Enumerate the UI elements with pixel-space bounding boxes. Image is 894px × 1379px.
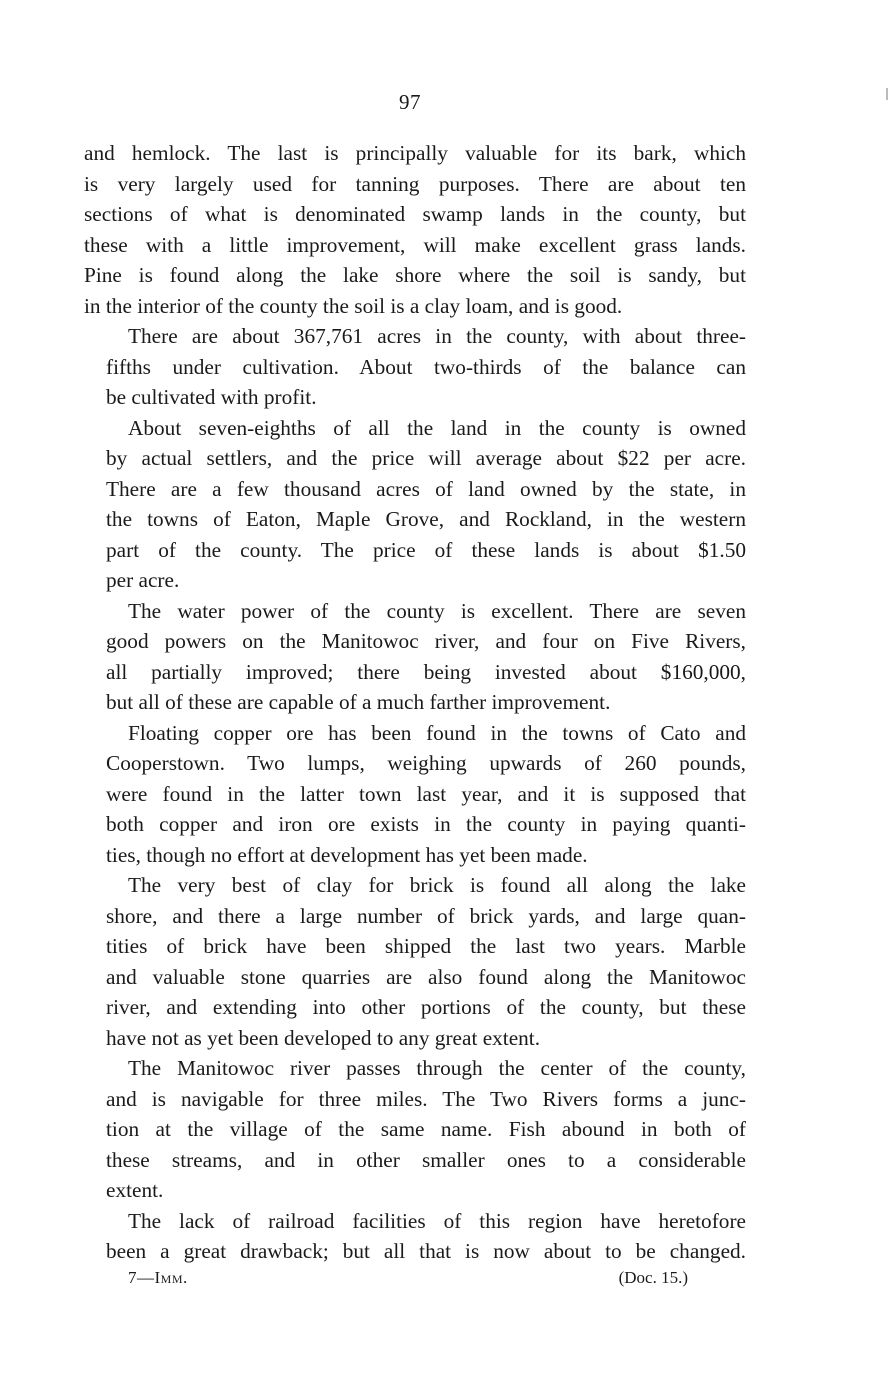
text-line: ties, though no effort at development has yet been made. bbox=[106, 842, 588, 867]
text-line: river, and extending into other portions of the county, but these bbox=[106, 995, 746, 1019]
text-line: tion at the village of the same name. Fish abound in both of bbox=[106, 1117, 746, 1141]
document-number: (Doc. 15.) bbox=[618, 1268, 688, 1287]
text-line: sections of what is denominated swamp lands in the county, but bbox=[84, 202, 746, 226]
paragraph-1 bbox=[84, 138, 746, 321]
text-line: have not as yet been developed to any great extent. bbox=[106, 1025, 541, 1050]
text-line: and valuable stone quarries are also found along the Manitowoc bbox=[106, 964, 746, 989]
paragraph-3 bbox=[84, 413, 746, 596]
paragraph-7 bbox=[84, 1053, 746, 1206]
text-line: the towns of Eaton, Maple Grove, and Rockland, in the western bbox=[106, 507, 746, 531]
text-line: good powers on the Manitowoc river, and four on Five Rivers, bbox=[106, 629, 746, 653]
text-line: by actual settlers, and the price will average about $22 per acre. bbox=[106, 446, 746, 470]
text-line: part of the county. The price of these lands is about $1.50 bbox=[106, 537, 746, 562]
text-line: The very best of clay for brick is found all along the lake bbox=[128, 873, 746, 897]
text-line: The water power of the county is excellent. There are seven bbox=[128, 598, 746, 623]
text-line: in the interior of the county the soil is a clay loam, and is good. bbox=[84, 293, 623, 318]
text-line: both copper and iron ore exists in the county in paying quanti- bbox=[106, 812, 746, 836]
text-line: Floating copper ore has been found in the towns of Cato and bbox=[128, 720, 746, 745]
text-line: these with a little improvement, will make excellent grass lands. bbox=[84, 232, 746, 257]
paragraph-6 bbox=[84, 870, 746, 1053]
margin-mark bbox=[886, 88, 888, 100]
text-line: were found in the latter town last year, and it is supposed that bbox=[106, 781, 746, 806]
signature-mark: 7—Imm. bbox=[128, 1268, 188, 1287]
text-line: The Manitowoc river passes through the center of the county, bbox=[128, 1056, 746, 1080]
text-line: extent. bbox=[106, 1178, 164, 1202]
text-line: fifths under cultivation. About two-thirds of the balance can bbox=[106, 354, 746, 379]
text-line: shore, and there a large number of brick yards, and large quan- bbox=[106, 903, 746, 928]
text-line: There are a few thousand acres of land owned by the state, in bbox=[106, 476, 746, 501]
text-line: these streams, and in other smaller ones to a considerable bbox=[106, 1147, 746, 1172]
text-line: all partially improved; there being invested about $160,000, bbox=[106, 659, 746, 684]
text-line: Pine is found along the lake shore where the soil is sandy, but bbox=[84, 263, 746, 287]
text-line: About seven-eighths of all the land in the county is owned bbox=[128, 415, 746, 440]
text-line: but all of these are capable of a much farther improvement. bbox=[106, 690, 611, 714]
paragraph-8 bbox=[84, 1206, 746, 1267]
text-line: There are about 367,761 acres in the county, with about three- bbox=[128, 324, 746, 348]
text-line: per acre. bbox=[106, 568, 180, 592]
text-line: tities of brick have been shipped the last two years. Marble bbox=[106, 934, 746, 958]
text-line: be cultivated with profit. bbox=[106, 385, 317, 409]
text-line: is very largely used for tanning purposes. There are about ten bbox=[84, 171, 746, 196]
text-line: The lack of railroad facilities of this region have heretofore bbox=[128, 1208, 746, 1233]
text-line: and hemlock. The last is principally valuable for its bark, which bbox=[84, 141, 746, 165]
text-line: and is navigable for three miles. The Two Rivers forms a junc- bbox=[106, 1086, 746, 1111]
page-number: 97 bbox=[399, 90, 421, 114]
body-text bbox=[84, 138, 746, 1267]
paragraph-2 bbox=[84, 321, 746, 413]
paragraph-4 bbox=[84, 596, 746, 718]
paragraph-5 bbox=[84, 718, 746, 871]
text-line: Cooperstown. Two lumps, weighing upwards of 260 pounds, bbox=[106, 751, 746, 775]
text-line: been a great drawback; but all that is now about to be changed. bbox=[106, 1239, 746, 1263]
